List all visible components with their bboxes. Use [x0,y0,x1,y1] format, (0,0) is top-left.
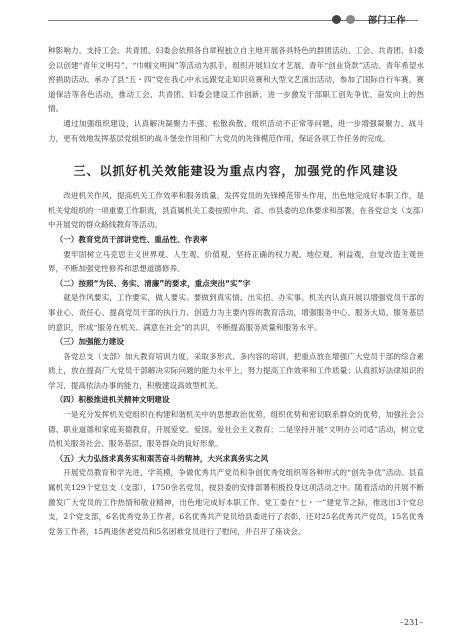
page-body [48,44,424,539]
paragraph: 通过加强组织建设，认真解决凝聚力不强、松散涣散、组织活动不正常等问题，进一步增强凝聚力、战斗力，更有效地发挥基层党组织的战斗堡垒作用和广大党员的先锋模范作用，保证各项工作任务的完成。 [48,118,424,143]
section-heading: （二）按照“为民、务实、清廉”的要求，重点突出“实”字 [55,278,251,288]
section-heading: （五）大力弘扬求真务实和艰苦奋斗的精神，大兴求真务实之风 [55,453,269,463]
chapter-title: 三、以抓好机关效能建设为重点内容，加强党的作风建设 [73,164,399,179]
paragraph: 种影响力。支持工会、共青团、妇委会依照各自章程独立自主地开展各具特色的群团活动。工会、共青团、妇委会以创建“青年文明号”、“巾帼文明岗”等活动为抓手，组织开展妇女才艺展、青年“创业贷款”活动、青年希望水窖捐助活动、承办了县“五・四”党在我心中永远跟党走知识竞赛和大型文艺演出活动，参加了国际自行车赛，赛道保洁等各色活动，推动工会、共青团、妇委会建设工作创新，进一步激发干部职工创先争优、奋发向上的热情。 [48,46,424,114]
page-number: –231– [400,618,424,627]
intro-paragraph: 改进机关作风，提高机关工作效率和服务质量，发挥党员的先锋模范带头作用，出色地完成好本职工作，是机关党组织的一项重要工作职责，县直属机关工委按照中共、省、市县委的总体要求和部署，在各党总支（支部）中开展党的群众路线教育等活动。 [48,191,424,230]
section-heading: （一）教育党员干部讲党性、重品性、作表率 [55,234,208,244]
section-paragraph: 要牢固树立马克思主义世界观、人生观、价值观，坚持正确的权力观、地位观、利益观，自觉改造主观世界，不断加强党性修养和思想道德修养。 [48,249,424,274]
section-paragraph: 就是作风要实，工作要实，做人要实。要做到真实情、出实招、办实事。机关内认真开展以增强党员干部的事业心、责任心、提高党员干部的执行力、创造力为主要内容的教育活动，增强服务中心、服务大局、服务基层的意识，形成“服务在机关、满意在社会”的共识，不断提高服务质量和服务水平。 [48,293,424,332]
header-rule [48,20,418,21]
section-paragraph: 一是充分发挥机关党组织在构建和谐机关中的思想政治优势，组织优势和密切联系群众的优势，加强社会公德、职业道德和家庭美德教育，开展爱党、爱国、爱社会主义教育；二是坚持开展“文明办公司适”活动，树立党员机关服务社会、服务基层、服务群众的良好形象。 [48,410,424,449]
section-label: 部门工作 [368,16,407,26]
running-header [0,0,471,40]
section-paragraph: 开展党员教育和学先进、学英模，争做优秀共产党员和争创优秀党组织等各种形式的“创先争优”活动。县直属机关129个党总支（支部），1750余名党员，按县委的安排部署积极投身这项活动之中。随着活动的开展不断激发广大党员的工作热情和敬业精神，出色地完成好本职工作。党工委在“七・一”建党节之际，推选出3个党总支，2个党支部，6名优秀党务工作者，6名优秀共产党员给县委进行了表彰，还对25名优秀共产党员，15名优秀党务工作者，15两退休老党员和5名困难党员进行了慰问，并召开了座谈会。 [48,468,424,536]
section-heading: （四）积极推进机关精神文明建设 [55,395,170,405]
header-dot-icon [332,15,341,24]
header-dot-icon [346,15,355,24]
section-paragraph: 各党总支（支部）加大教育培训力度，采取多形式、多内容的培训，把重点放在增强广大党员干部的综合素质上，放在提高广大党员干部解决实际问题的能力水平上，努力提高工作效率和工作质量；认真抓好法律知识的学习，提高依法办事的能力，积极建设高效型机关。 [48,351,424,390]
section-heading: （三）加强能力建设 [55,337,124,347]
